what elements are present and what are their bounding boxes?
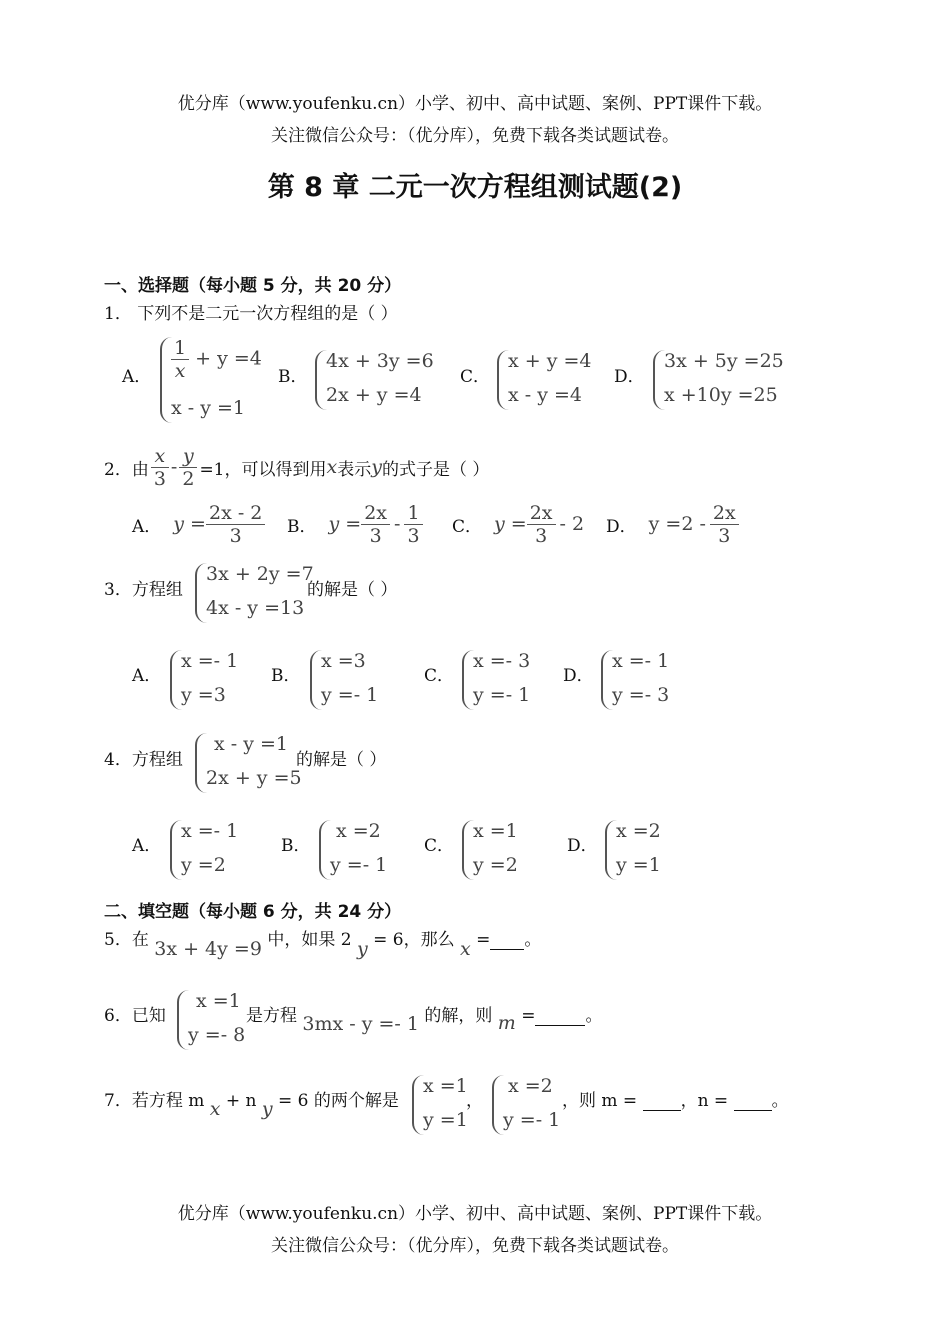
q2-b-den1: 3 — [369, 524, 382, 547]
q2-d-frac — [710, 502, 739, 547]
section-heading-fill: 二、填空题（每小题 6 分，共 24 分） — [104, 902, 402, 922]
q3-option-a-system — [170, 650, 254, 710]
q6-answer-blank[interactable] — [535, 1025, 585, 1026]
q5-text-3: = — [476, 930, 491, 950]
q7-num: 7．若方程 m — [104, 1091, 205, 1111]
q2-b-den2: 3 — [407, 524, 420, 547]
q2-c-den: 3 — [535, 524, 548, 547]
q7-text-3: ，则 m = — [562, 1091, 638, 1111]
q4-system — [195, 733, 304, 793]
q2-b-minus: - — [394, 513, 401, 535]
q2-mid-text: 表示 — [337, 459, 372, 480]
q2-d-label: D． — [606, 516, 637, 537]
footer-line-2: 关注微信公众号：（优分库），免费下载各类试题试卷。 — [271, 1236, 679, 1256]
q4-c-row2: y =2 — [473, 854, 518, 876]
q6-row1: x =1 — [196, 990, 241, 1012]
q2-minus: - — [170, 456, 178, 478]
q2-a-den: 3 — [229, 524, 242, 547]
q2-d-pre: y =2 - — [648, 513, 706, 535]
q4-tail: 的解是（ ） — [296, 750, 387, 770]
q2-c-pre: y = — [494, 513, 527, 535]
q4-option-c-label: C． — [424, 836, 455, 856]
q2-frac-2 — [179, 445, 197, 490]
q7-m-blank[interactable] — [643, 1110, 681, 1111]
q1-c-row1: x + y =4 — [508, 350, 592, 372]
q3-a-row2: y =3 — [181, 684, 226, 706]
q7-comma: ， — [466, 1091, 483, 1111]
q7-s1-row2: y =1 — [423, 1109, 468, 1131]
q4-num: 4．方程组 — [104, 750, 183, 770]
page-title: 第 8 章 二元一次方程组测试题(2) — [267, 172, 683, 203]
q2-frac2-den: 2 — [182, 467, 195, 490]
q3-option-d-label: D． — [563, 666, 594, 686]
section-heading-choice: 一、选择题（每小题 5 分，共 20 分） — [104, 276, 402, 296]
q2-tail-text: 的式子是（ ） — [381, 459, 490, 480]
q6-var-m: m — [497, 1012, 516, 1034]
q4-option-d-label: D． — [567, 836, 598, 856]
q6-line — [246, 1001, 602, 1041]
q2-d-den: 3 — [718, 524, 731, 547]
q1-option-b-label: B． — [278, 367, 308, 387]
q4-a-row1: x =- 1 — [181, 820, 239, 842]
q3-option-c-system — [462, 650, 551, 710]
q3-option-c-label: C． — [424, 666, 455, 686]
q1-b-row2: 2x + y =4 — [326, 384, 422, 406]
q1-c-row2: x - y =4 — [508, 384, 582, 406]
q3-d-row1: x =- 1 — [612, 650, 670, 672]
q2-a-num: 2x - 2 — [206, 502, 265, 525]
q2-c-num: 2x — [527, 502, 556, 525]
q1-option-b-system — [315, 350, 439, 410]
q2-eq-text: =1，可以得到用 — [199, 459, 327, 480]
q1-option-d-label: D． — [614, 367, 645, 387]
q2-b-num2: 1 — [404, 502, 422, 525]
q2-frac1-num: x — [151, 445, 169, 468]
q4-option-c-system — [462, 820, 541, 880]
q5-var-x: x — [459, 938, 471, 960]
q4-option-b-system — [319, 820, 408, 880]
q3-option-b-system — [310, 650, 394, 710]
footer-line-1: 优分库（www.youfenku.cn）小学、初中、高中试题、案例、PPT课件下载。 — [177, 1204, 773, 1224]
q6-system — [177, 990, 256, 1050]
q1-option-a-system — [160, 337, 269, 423]
q7-text-4: ，n = — [680, 1091, 729, 1111]
q2-c-label: C． — [452, 516, 483, 537]
q1-option-a-label: A． — [122, 367, 152, 387]
q2-a-pre: y = — [173, 513, 206, 535]
q7-end: 。 — [771, 1091, 789, 1111]
q2-num: 2．由 — [104, 459, 149, 480]
q1-a-frac-num: 1 — [171, 337, 189, 360]
q3-d-row2: y =- 3 — [612, 684, 670, 706]
q3-b-row1: x =3 — [321, 650, 366, 672]
q4-option-d-system — [605, 820, 684, 880]
q1-a-row1-rest: + y =4 — [195, 347, 262, 370]
q2-b-label: B． — [287, 516, 317, 537]
q3-option-b-label: B． — [271, 666, 301, 686]
q5-var-y: y — [356, 938, 368, 960]
q4-c-row1: x =1 — [473, 820, 518, 842]
q2-option-d — [606, 497, 739, 551]
q6-row2: y =- 8 — [188, 1024, 246, 1046]
q6-text-1: 是方程 — [246, 1006, 297, 1026]
q4-option-b-label: B． — [281, 836, 311, 856]
q1-a-frac-den: x — [174, 360, 186, 382]
header-line-1: 优分库（www.youfenku.cn）小学、初中、高中试题、案例、PPT课件下载。 — [177, 94, 773, 114]
q1-option-c-system — [497, 350, 601, 410]
q7-line — [104, 1086, 399, 1126]
q2-option-a — [132, 497, 265, 551]
q2-b-num1: 2x — [361, 502, 390, 525]
q2-c-frac — [527, 502, 556, 547]
q7-n-blank[interactable] — [734, 1110, 772, 1111]
q6-text-2: 的解，则 — [424, 1006, 493, 1026]
q2-b-frac1 — [361, 502, 390, 547]
q4-b-row1: x =2 — [336, 820, 381, 842]
q6-text-3: = — [521, 1006, 536, 1026]
q3-c-row1: x =- 3 — [473, 650, 531, 672]
q4-b-row2: y =- 1 — [330, 854, 388, 876]
q1-option-c-label: C． — [460, 367, 491, 387]
q3-b-row2: y =- 1 — [321, 684, 379, 706]
q5-equation: 3x + 4y =9 — [154, 938, 262, 960]
q5-text-1: 中，如果 2 — [267, 930, 352, 950]
q3-option-a-label: A． — [132, 666, 162, 686]
q3-a-row1: x =- 1 — [181, 650, 239, 672]
q1-d-row2: x +10y =25 — [664, 384, 778, 406]
q3-c-row2: y =- 1 — [473, 684, 531, 706]
q2-a-frac — [206, 502, 265, 547]
q1-a-row2: x - y =1 — [171, 397, 245, 419]
q3-num: 3．方程组 — [104, 580, 183, 600]
q4-option-a-label: A． — [132, 836, 162, 856]
q3-row2: 4x - y =13 — [206, 597, 305, 619]
q4-row2: 2x + y =5 — [206, 767, 302, 789]
q7-solution-2 — [492, 1075, 573, 1135]
q2-var-y: y — [371, 456, 382, 478]
q2-d-num: 2x — [710, 502, 739, 525]
q5-answer-blank[interactable] — [490, 949, 524, 950]
q2-b-frac2 — [404, 502, 422, 547]
q7-text-2: = 6 的两个解是 — [278, 1091, 399, 1111]
q1-option-d-system — [653, 350, 787, 410]
q4-d-row1: x =2 — [616, 820, 661, 842]
q2-option-b — [287, 497, 423, 551]
q3-row1: 3x + 2y =7 — [206, 563, 314, 585]
q7-s2-row2: y =- 1 — [503, 1109, 561, 1131]
q2-b-pre: y = — [328, 513, 362, 535]
q5-text-2: = 6，那么 — [373, 930, 455, 950]
q2-option-c — [452, 497, 584, 551]
q1-a-fraction — [171, 337, 189, 382]
q2-frac-1 — [151, 445, 169, 490]
q2-stem — [104, 441, 489, 493]
q7-var-y: y — [261, 1098, 273, 1120]
q5-line — [104, 925, 541, 965]
q2-a-label: A． — [132, 516, 162, 537]
q4-option-a-system — [170, 820, 254, 880]
q1-b-row1: 4x + 3y =6 — [326, 350, 434, 372]
q4-row1: x - y =1 — [214, 733, 288, 755]
q6-num: 6．已知 — [104, 1006, 166, 1026]
q7-text-1: + n — [225, 1091, 257, 1111]
q4-a-row2: y =2 — [181, 854, 226, 876]
q4-d-row2: y =1 — [616, 854, 661, 876]
q2-frac2-num: y — [179, 445, 197, 468]
q2-frac1-den: 3 — [153, 467, 166, 490]
q3-tail: 的解是（ ） — [307, 580, 398, 600]
header-line-2: 关注微信公众号：（优分库），免费下载各类试题试卷。 — [271, 126, 679, 146]
q5-end: 。 — [524, 930, 542, 950]
q1-d-row1: 3x + 5y =25 — [664, 350, 784, 372]
q7-s1-row1: x =1 — [423, 1075, 468, 1097]
q3-option-d-system — [601, 650, 690, 710]
q1-stem: 1． 下列不是二元一次方程组的是（ ） — [104, 304, 398, 324]
q6-end: 。 — [585, 1006, 603, 1026]
q2-c-post: - 2 — [559, 513, 585, 535]
q7-s2-row1: x =2 — [508, 1075, 553, 1097]
q5-num: 5．在 — [104, 930, 149, 950]
q7-tail — [562, 1086, 789, 1111]
q6-equation: 3mx - y =- 1 — [302, 1013, 419, 1035]
q3-system — [195, 563, 312, 623]
q2-var-x: x — [326, 456, 338, 478]
q7-var-x: x — [209, 1098, 221, 1120]
